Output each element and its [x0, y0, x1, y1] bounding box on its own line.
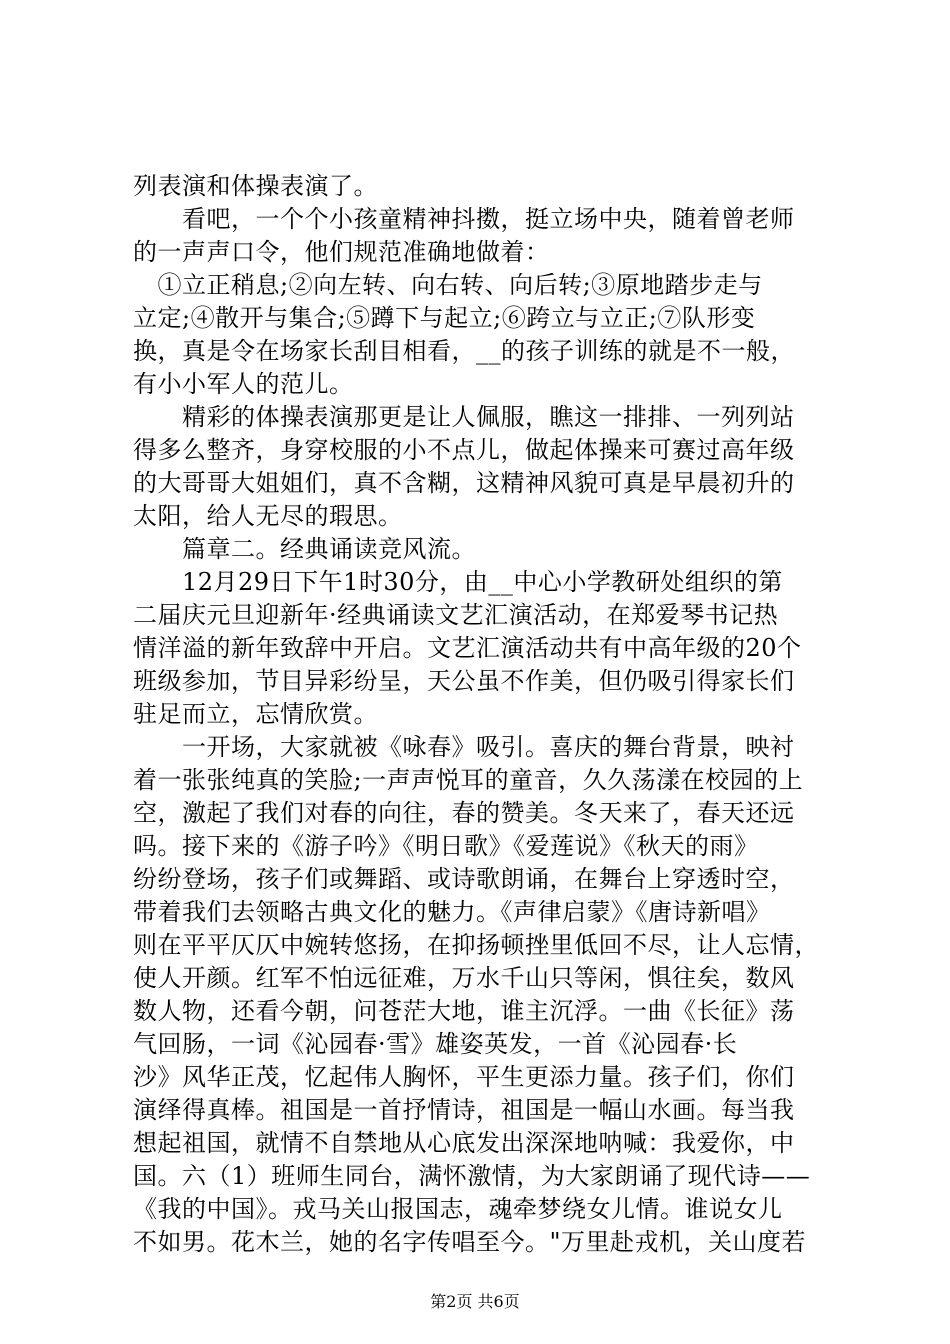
- text-line: 二届庆元旦迎新年·经典诵读文艺汇演活动，在郑爱琴书记热: [133, 601, 779, 629]
- text-line: 看吧，一个个小孩童精神抖擞，挺立场中央，随着曾老师: [133, 205, 795, 233]
- text-line: 沙》风华正茂，忆起伟人胸怀，平生更添力量。孩子们，你们: [133, 1063, 795, 1091]
- text-line: 班级参加，节目异彩纷呈，天公虽不作美，但仍吸引得家长们: [133, 667, 795, 695]
- text-line: 纷纷登场，孩子们或舞蹈、或诗歌朗诵，在舞台上穿透时空，: [133, 865, 795, 893]
- text-line: 一开场，大家就被《咏春》吸引。喜庆的舞台背景，映衬: [133, 733, 795, 761]
- text-line: 立定;④散开与集合;⑤蹲下与起立;⑥跨立与立正;⑦队形变: [133, 304, 756, 332]
- text-line: 则在平平仄仄中婉转悠扬，在抑扬顿挫里低回不尽，让人忘情，: [133, 931, 819, 959]
- text-line: ①立正稍息;②向左转、向右转、向后转;③原地踏步走与: [133, 271, 763, 299]
- text-line: 情洋溢的新年致辞中开启。文艺汇演活动共有中高年级的20个: [133, 634, 802, 662]
- text-line: 气回肠，一词《沁园春·雪》雄姿英发，一首《沁园春·长: [133, 1030, 738, 1058]
- text-line: 不如男。花木兰，她的名字传唱至今。"万里赴戎机，关山度若: [133, 1228, 807, 1256]
- text-line: 想起祖国，就情不自禁地从心底发出深深地呐喊：我爱你，中: [133, 1129, 795, 1157]
- page-footer: 第2页 共6页: [430, 1292, 520, 1311]
- section-heading: 篇章二。经典诵读竞风流。: [133, 535, 476, 563]
- text-line: 演绎得真棒。祖国是一首抒情诗，祖国是一幅山水画。每当我: [133, 1096, 795, 1124]
- text-line: 数人物，还看今朝，问苍茫大地，谁主沉浮。一曲《长征》荡: [133, 997, 795, 1025]
- text-line: 驻足而立，忘情欣赏。: [133, 700, 378, 728]
- text-line: 的大哥哥大姐姐们，真不含糊，这精神风貌可真是早晨初升的: [133, 469, 795, 497]
- text-line: 国。六（1）班师生同台，满怀激情，为大家朗诵了现代诗——: [133, 1162, 811, 1190]
- text-line: 吗。接下来的《游子吟》《明日歌》《爱莲说》《秋天的雨》: [133, 832, 759, 860]
- text-line: 列表演和体操表演了。: [133, 172, 378, 200]
- text-line: 的一声声口令，他们规范准确地做着：: [133, 238, 550, 266]
- text-line: 换，真是令在场家长刮目相看，__的孩子训练的就是不一般，: [133, 337, 795, 365]
- text-line: 着一张张纯真的笑脸;一声声悦耳的童音，久久荡漾在校园的上: [133, 766, 804, 794]
- text-line: 使人开颜。红军不怕远征难，万水千山只等闲，惧往矣，数风: [133, 964, 795, 992]
- text-line: 有小小军人的范儿。: [133, 370, 354, 398]
- text-line: 12月29日下午1时30分，由__中心小学教研处组织的第: [133, 568, 783, 596]
- text-line: 得多么整齐，身穿校服的小不点儿，做起体操来可赛过高年级: [133, 436, 795, 464]
- text-line: 带着我们去领略古典文化的魅力。《声律启蒙》《唐诗新唱》: [133, 898, 771, 926]
- text-line: 太阳，给人无尽的瑕思。: [133, 502, 403, 530]
- text-line: 《我的中国》。戎马关山报国志，魂牵梦绕女儿情。谁说女儿: [133, 1195, 783, 1223]
- text-line: 精彩的体操表演那更是让人佩服，瞧这一排排、一列列站: [133, 403, 795, 431]
- text-line: 空，激起了我们对春的向往，春的赞美。冬天来了，春天还远: [133, 799, 795, 827]
